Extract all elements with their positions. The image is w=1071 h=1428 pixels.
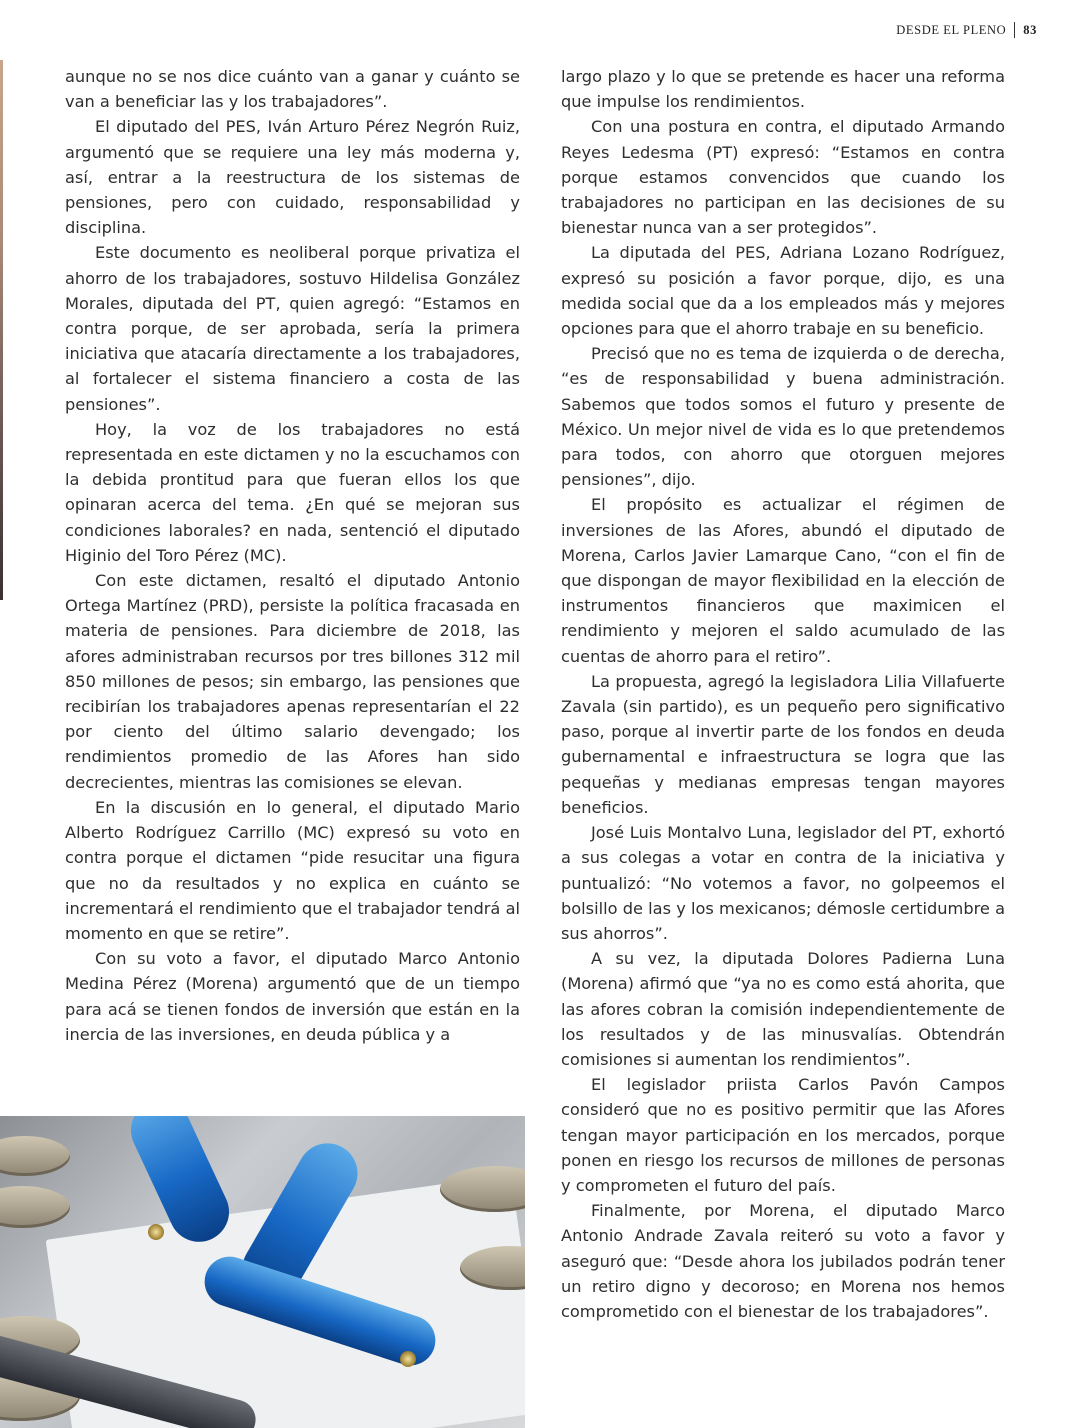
- section-title: DESDE EL PLENO: [896, 22, 1007, 37]
- paragraph: El propósito es actualizar el régimen de inversiones de las Afores, abundó el diputado de Morena, Carlos Javier Lamarque Cano, “con el fin de que dispongan de mayor flexibilidad en la elección de instrumentos financieros que maximicen el rendimiento y mejoren el saldo acumulado de las cuentas de ahorro para el retiro”.: [561, 495, 1005, 666]
- photo-coins-and-pens: [0, 1116, 525, 1428]
- paragraph: A su vez, la diputada Dolores Padierna Luna (Morena) afirmó que “ya no es como está ahorita, que las afores cobran la comisión independientemente de los resultados y de las minusvalías. Obtendrán comisiones si aumentan los rendimientos”.: [561, 949, 1005, 1069]
- running-header: [896, 22, 1037, 38]
- paragraph: El diputado del PES, Iván Arturo Pérez Negrón Ruiz, argumentó que se requiere una ley más moderna y, así, entrar a la reestructura de los sistemas de pensiones, pero con cuidado, responsabilidad y disciplina.: [65, 117, 520, 238]
- page-number: 83: [1023, 22, 1037, 37]
- coin-stack: [0, 1186, 70, 1228]
- paragraph: aunque no se nos dice cuánto van a ganar y cuánto se van a beneficiar las y los trabajadores”.: [65, 67, 520, 112]
- right-column: [561, 64, 1005, 1324]
- header-divider: [1014, 22, 1015, 38]
- left-edge-image-strip: [0, 60, 3, 600]
- paragraph: Con este dictamen, resaltó el diputado Antonio Ortega Martínez (PRD), persiste la política fracasada en materia de pensiones. Para diciembre de 2018, las afores administraban recursos por tres billones 312 mil 850 millones de pesos; sin embargo, las pensiones que recibirían los trabajadores apenas representarían el 22 por ciento del último salario devengado; los rendimientos promedio de las Afores han sido decrecientes, mientras las comisiones se elevan.: [65, 571, 520, 792]
- pen-tip: [400, 1351, 416, 1367]
- paragraph: Precisó que no es tema de izquierda o de derecha, “es de responsabilidad y buena administración. Sabemos que todos somos el futuro y presente de México. Un mejor nivel de vida es lo que pretendemos para todos, con ahorro que otorguen mejores pensiones”, dijo.: [561, 344, 1005, 490]
- paragraph: Con una postura en contra, el diputado Armando Reyes Ledesma (PT) expresó: “Estamos en contra porque estamos convencidos que cuando los trabajadores no participan en las decisiones de su bienestar nunca van a ser protegidos”.: [561, 117, 1005, 238]
- paragraph: En la discusión en lo general, el diputado Mario Alberto Rodríguez Carrillo (MC) expresó su voto en contra porque el dictamen “pide resucitar una figura que no da resultados y no explica en cuánto se incrementará el rendimiento que el trabajador tendrá al momento en que se retire”.: [65, 797, 520, 943]
- paragraph: Hoy, la voz de los trabajadores no está representada en este dictamen y no la escuchamos con la debida prontitud para que fueran ellos los que opinaran acerca del tema. ¿En qué se mejoran sus condiciones laborales? en nada, sentenció el diputado Higinio del Toro Pérez (MC).: [65, 419, 520, 565]
- paragraph: José Luis Montalvo Luna, legislador del PT, exhortó a sus colegas a votar en contra de la iniciativa y puntualizó: “No votemos a favor, no golpeemos el bolsillo de las y los mexicanos; démosle certidumbre a sus ahorros”.: [561, 823, 1005, 943]
- pen-tip: [148, 1224, 164, 1240]
- paragraph: La propuesta, agregó la legisladora Lilia Villafuerte Zavala (sin partido), es un pequeño pero significativo paso, porque al invertir parte de los fondos en deuda gubernamental e infraestructura se logra que las pequeñas y medianas empresas tengan mayores beneficios.: [561, 671, 1005, 817]
- paragraph: Con su voto a favor, el diputado Marco Antonio Medina Pérez (Morena) argumentó que de un tiempo para acá se tienen fondos de inversión que están en la inercia de las inversiones, en deuda pública y a: [65, 949, 520, 1044]
- paragraph: Finalmente, por Morena, el diputado Marco Antonio Andrade Zavala reiteró su voto a favor y aseguró que: “Desde ahora los jubilados podrán tener un retiro digno y decoroso; en Morena nos hemos comprometido con el bienestar de los trabajadores”.: [561, 1201, 1005, 1321]
- paragraph: largo plazo y lo que se pretende es hacer una reforma que impulse los rendimientos.: [561, 67, 1005, 112]
- left-column: [65, 64, 520, 1047]
- paragraph: La diputada del PES, Adriana Lozano Rodríguez, expresó su posición a favor porque, dijo, es una medida social que da a los empleados más y mejores opciones para que el ahorro trabaje en su beneficio.: [561, 243, 1005, 339]
- paragraph: Este documento es neoliberal porque privatiza el ahorro de los trabajadores, sostuvo Hildelisa González Morales, diputada del PT, quien agregó: “Estamos en contra porque, de ser aprobada, sería la primera iniciativa que atacaría directamente a los trabajadores, al fortalecer el sistema financiero a costa de las pensiones”.: [65, 243, 520, 414]
- paragraph: El legislador priista Carlos Pavón Campos consideró que no es positivo permitir que las Afores tengan mayor participación en los mercados, porque ponen en riesgo los recursos de millones de personas y comprometen el futuro del país.: [561, 1075, 1005, 1195]
- coin-stack: [0, 1136, 70, 1176]
